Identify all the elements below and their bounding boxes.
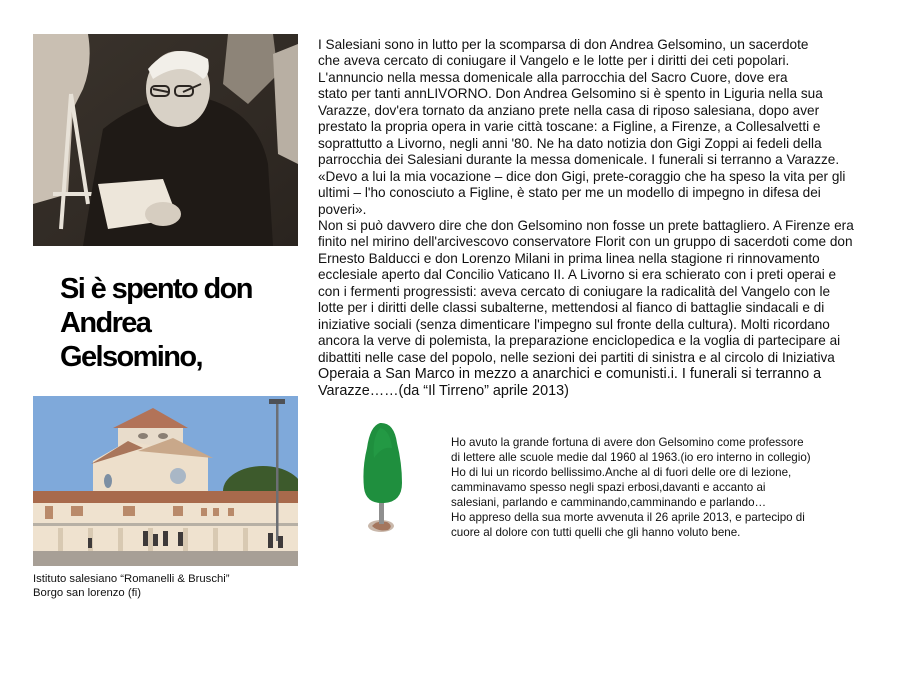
memo-line: salesiani, parlando e camminando,camminando e parlando… xyxy=(451,496,767,509)
article-line: ultimi – l'ho conosciuto a Figline, è stato per me un modello di impegno in difesa dei xyxy=(318,185,821,201)
article-line: ancora la verve di polemista, la preparazione enciclopedica e la voglia di partecipare ai xyxy=(318,333,841,349)
article-line: finito nel mirino dell'arcivescovo conservatore Florit con un gruppo di sacerdoti come don xyxy=(318,234,853,250)
memo-line: cuore al dolore con tutti quelli che gli hanno voluto bene. xyxy=(451,526,741,539)
memo-line: Ho appreso della sua morte avvenuta il 26 aprile 2013, e partecipo di xyxy=(451,511,805,524)
photo-caption xyxy=(33,572,230,600)
memo-line: di lettere alle scuole medie dal 1960 al 1963.(io ero interno in collegio) xyxy=(451,451,811,464)
institute-photo xyxy=(33,396,298,566)
article-line: Varazze, dov'era tornato da anziano prete nella casa di riposo salesiana, dopo aver xyxy=(318,102,820,118)
title-line: Andrea xyxy=(60,307,151,339)
article-line: ecclesiale aperto dal Concilio Vaticano II. A Livorno si era schierato con i preti operai e xyxy=(318,267,837,283)
article-line: prestato la propria opera in varie città toscane: a Figline, a Firenze, a Collesalvetti e xyxy=(318,119,821,135)
personal-memory-text xyxy=(451,435,811,540)
article-line: che aveva cercato di coniugare il Vangelo e le lotte per i diritti dei ceti popolari. xyxy=(318,53,790,69)
article-line: Non si può davvero dire che don Gelsomino non fosse un prete battagliero. A Firenze era xyxy=(318,217,854,233)
article-line: Operaia a San Marco in mezzo a anarchici e comunisti.i. I funerali si terranno a xyxy=(318,366,822,383)
caption-line: Borgo san lorenzo (fi) xyxy=(33,587,141,599)
article-line: poveri». xyxy=(318,201,367,217)
article-line: Varazze……(da “Il Tirreno” aprile 2013) xyxy=(318,382,569,399)
title-line: Gelsomino, xyxy=(60,341,202,373)
page-title xyxy=(60,272,300,374)
article-line: Ernesto Balducci e don Lorenzo Milani in prima linea nella stagione ri rinnovamento xyxy=(318,250,820,266)
article-line: iniziative sociali (senza dimenticare l'impegno sul fronte della cultura). Molti ricordano xyxy=(318,316,830,332)
memo-line: Ho avuto la grande fortuna di avere don Gelsomino come professore xyxy=(451,436,804,449)
article-line: «Devo a lui la mia vocazione – dice don Gigi, prete-coraggio che ha speso la vita per gli xyxy=(318,168,846,184)
article-line: lotte per i diritti delle classi subalterne, mettendosi al fianco di battaglie sindacali e di xyxy=(318,300,825,316)
memo-line: Ho di lui un ricordo bellissimo.Anche al di fuori delle ore di lezione, xyxy=(451,466,792,479)
article-body xyxy=(318,37,878,399)
title-line: Si è spento don xyxy=(60,273,252,305)
article-line: I Salesiani sono in lutto per la scomparsa di don Andrea Gelsomino, un sacerdote xyxy=(318,37,809,52)
caption-line: Istituto salesiano “Romanelli & Bruschi” xyxy=(33,573,230,585)
article-line: parrocchia dei Salesiani durante la messa domenicale. I funerali si terranno a Varazze. xyxy=(318,152,840,168)
tree-illustration xyxy=(352,418,422,538)
article-line: con i fermenti progressisti: aveva cercato di coniugare la radicalità del Vangelo con le xyxy=(318,283,831,299)
article-line: soprattutto a Livorno, negli anni '80. Ne ha dato notizia don Gigi Zoppi ai fedeli della xyxy=(318,135,822,151)
memo-line: camminavamo spesso negli spazi erbosi,davanti e accanto ai xyxy=(451,481,766,494)
article-line: dibattiti nelle case del popolo, nelle sezioni dei partiti di sinistra e al circolo di Iniziativa xyxy=(318,349,835,365)
article-line: stato per tanti annLIVORNO. Don Andrea Gelsomino si è spento in Liguria nella sua xyxy=(318,86,823,102)
portrait-photo xyxy=(33,34,298,246)
article-line: L'annuncio nella messa domenicale alla parrocchia del Sacro Cuore, dove era xyxy=(318,69,788,85)
